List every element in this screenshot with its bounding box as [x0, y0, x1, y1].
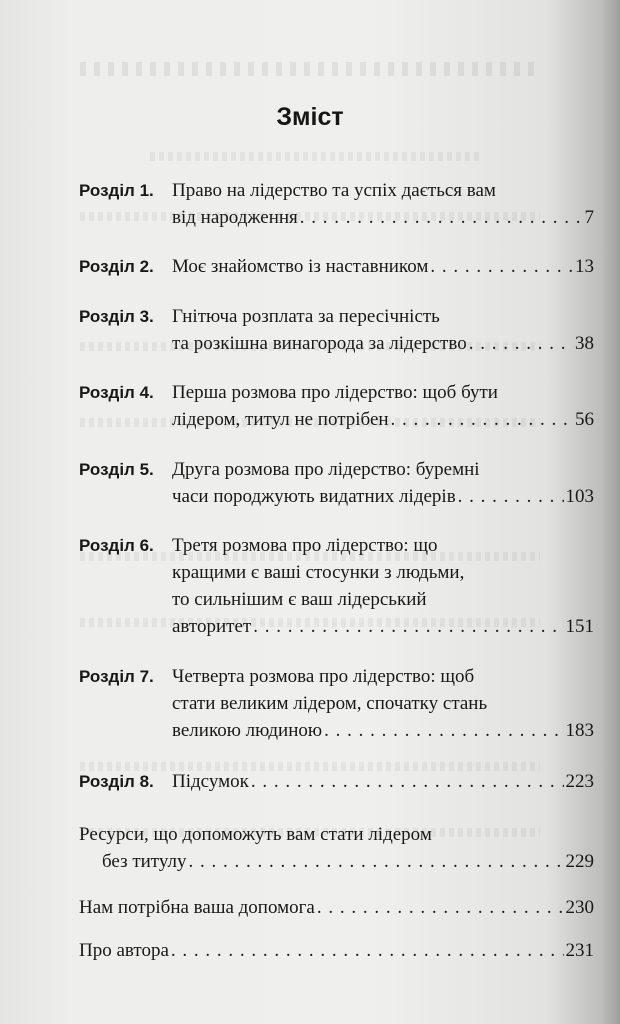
entry-title-text: без титулу: [102, 851, 187, 872]
entry-title-line: то сильнішим є ваш лідерський: [172, 589, 427, 610]
entry-title-line: Ресурси, що допоможуть вам стати лідером: [79, 824, 432, 845]
page-number: 103: [565, 486, 594, 507]
entry-title-line: стати великим лідером, спочатку стань: [172, 693, 488, 714]
toc-entry: [79, 768, 594, 795]
entry-title-text: Підсумок: [172, 771, 249, 792]
entry-title-last-line: [172, 406, 594, 433]
toc-entry: [79, 663, 594, 744]
entry-title-line: кращими є ваші стосунки з людьми,: [172, 562, 465, 583]
entry-title-text: та розкішна винагорода за лідерство: [172, 333, 467, 354]
page-title: Зміст: [276, 103, 344, 131]
toc-entry: [79, 253, 594, 280]
dot-leader: [317, 894, 564, 921]
toc-entry: [79, 379, 594, 433]
toc-entry-row: [79, 821, 594, 875]
toc-entry-row: [79, 379, 594, 433]
bleed-through-line: [150, 152, 480, 161]
chapter-label: Розділ 6.: [79, 536, 154, 555]
dot-leader: [189, 848, 564, 875]
dot-leader: [253, 613, 563, 640]
page-number: 230: [565, 897, 594, 918]
entry-title-line: Друга розмова про лідерство: буремні: [172, 459, 480, 480]
toc-entry-row: [79, 177, 594, 231]
chapter-label: Розділ 1.: [79, 181, 154, 200]
dot-leader: [430, 253, 573, 280]
dot-leader: [324, 717, 563, 744]
toc-entry-row: [79, 894, 594, 921]
chapter-label: Розділ 4.: [79, 383, 154, 402]
entry-title-last-line: [172, 204, 594, 231]
toc-entry-row: [79, 253, 594, 280]
page-number: 151: [565, 616, 594, 637]
entry-title-text: часи породжують видатних лідерів: [172, 486, 456, 507]
chapter-label: Розділ 5.: [79, 460, 154, 479]
entry-title: [172, 456, 594, 510]
dot-leader: [251, 768, 564, 795]
entry-title-line: Право на лідерство та успіх дається вам: [172, 180, 496, 201]
entry-title-last-line: [172, 768, 594, 795]
table-of-contents: [79, 177, 594, 964]
entry-title: [79, 894, 594, 921]
toc-entry: [79, 532, 594, 640]
entry-title-line: Третя розмова про лідерство: що: [172, 535, 438, 556]
toc-entry-row: [79, 456, 594, 510]
entry-title: [79, 937, 594, 964]
page-number: 223: [565, 771, 594, 792]
toc-entry-row: [79, 663, 594, 744]
toc-extra-entry: [79, 894, 594, 921]
entry-title: [172, 768, 594, 795]
page-number: 56: [575, 409, 594, 430]
page-number: 231: [565, 940, 594, 961]
entry-title-last-line: [172, 253, 594, 280]
dot-leader: [458, 483, 564, 510]
entry-title-last-line: [172, 483, 594, 510]
toc-entry: [79, 456, 594, 510]
dot-leader: [469, 330, 573, 357]
toc-entry: [79, 177, 594, 231]
entry-title: [79, 821, 594, 875]
entry-title-text: лідером, титул не потрібен: [172, 409, 389, 430]
dot-leader: [300, 204, 583, 231]
page-number: 229: [565, 851, 594, 872]
dot-leader: [391, 406, 573, 433]
entry-title-last-line: [172, 613, 594, 640]
page-number: 38: [575, 333, 594, 354]
chapter-label: Розділ 2.: [79, 257, 154, 276]
page-number: 183: [565, 720, 594, 741]
entry-title-text: великою людиною: [172, 720, 323, 741]
entry-title-last-line: [172, 717, 594, 744]
toc-entry: [79, 303, 594, 357]
toc-entry-row: [79, 768, 594, 795]
entry-title-last-line: [79, 848, 594, 875]
entry-title: [172, 253, 594, 280]
entry-title: [172, 532, 594, 640]
toc-extra-entry: [79, 821, 594, 875]
entry-title-last-line: [79, 894, 594, 921]
entry-title-text: Про автора: [79, 940, 169, 961]
toc-extra-entry: [79, 937, 594, 964]
entry-title-text: від народження: [172, 207, 298, 228]
entry-title-line: Гнітюча розплата за пересічність: [172, 306, 440, 327]
chapter-label: Розділ 3.: [79, 307, 154, 326]
dot-leader: [171, 937, 564, 964]
entry-title: [172, 663, 594, 744]
entry-title: [172, 303, 594, 357]
toc-entry-row: [79, 937, 594, 964]
entry-title-line: Перша розмова про лідерство: щоб бути: [172, 382, 498, 403]
entry-title: [172, 379, 594, 433]
chapter-label: Розділ 8.: [79, 772, 154, 791]
bleed-through-header: [80, 62, 540, 76]
page-number: 7: [584, 207, 594, 228]
entry-title-text: авторитет: [172, 616, 252, 637]
entry-title-text: Нам потрібна ваша допомога: [79, 897, 315, 918]
page-number: 13: [575, 256, 594, 277]
entry-title-text: Моє знайомство із наставником: [172, 256, 429, 277]
entry-title: [172, 177, 594, 231]
entry-title-line: Четверта розмова про лідерство: щоб: [172, 666, 475, 687]
entry-title-last-line: [172, 330, 594, 357]
entry-title-last-line: [79, 937, 594, 964]
toc-entry-row: [79, 532, 594, 640]
chapter-label: Розділ 7.: [79, 667, 154, 686]
toc-entry-row: [79, 303, 594, 357]
